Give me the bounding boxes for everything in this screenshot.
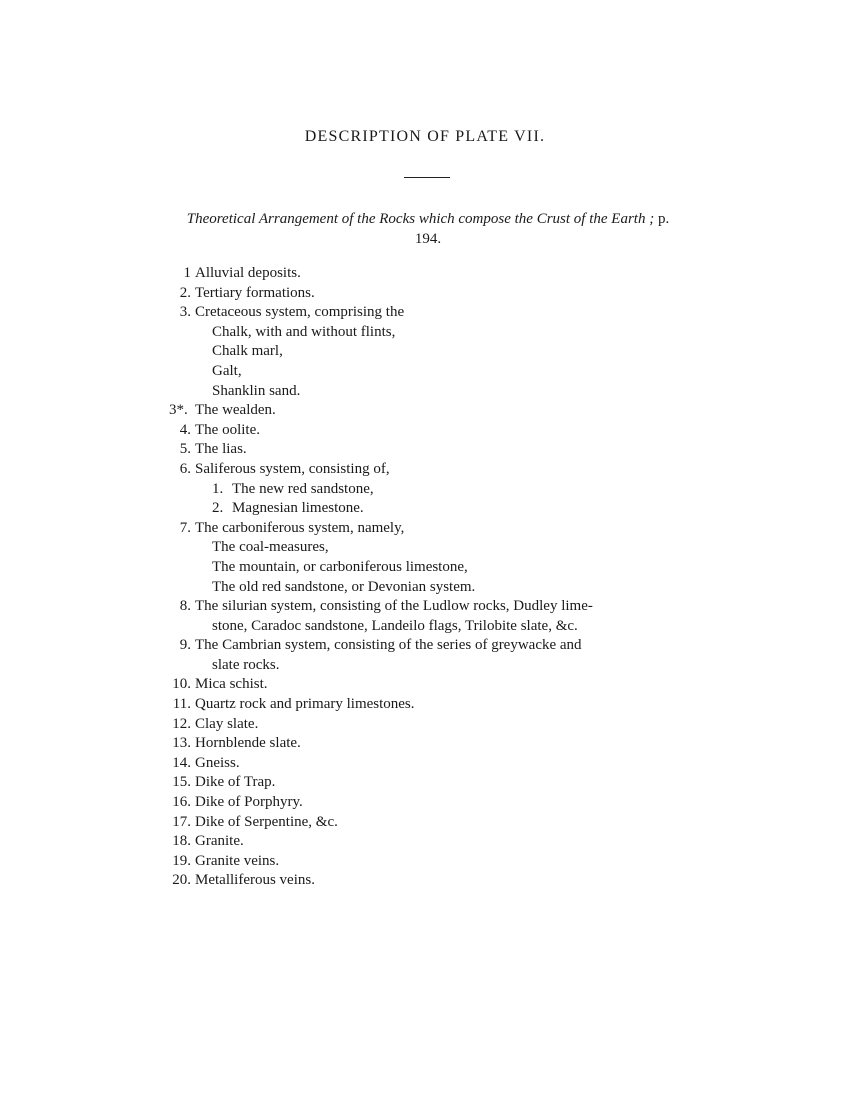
item-text: Quartz rock and primary limestones.	[195, 696, 415, 713]
item-number: 4.	[179, 421, 191, 438]
item-text: Alluvial deposits.	[195, 265, 301, 281]
item-text: Dike of Serpentine, &c.	[195, 813, 338, 830]
list-item	[0, 793, 850, 813]
item-text: The lias.	[195, 441, 247, 458]
subitem-text: Magnesian limestone.	[232, 500, 364, 517]
item-number: 19.	[172, 852, 191, 869]
list-item	[0, 715, 850, 735]
list-item	[0, 440, 850, 460]
item-text: The Cambrian system, consisting of the series of greywacke and	[195, 637, 582, 654]
subitem	[212, 480, 850, 500]
item-text-continuation: slate rocks.	[212, 656, 280, 673]
list-item	[0, 695, 850, 715]
item-text: The wealden.	[195, 402, 276, 419]
list-item	[0, 421, 850, 441]
title-divider	[404, 177, 450, 178]
subitem	[212, 499, 850, 519]
item-number: 5.	[179, 441, 191, 458]
item-number: 3.	[179, 304, 191, 321]
item-number: 12.	[172, 715, 191, 732]
list-subitem	[0, 362, 850, 382]
list-item	[0, 264, 850, 284]
list-item	[0, 773, 850, 793]
item-text: Cretaceous system, comprising the	[195, 304, 405, 321]
list-subitem	[0, 558, 850, 578]
item-number: 14.	[172, 754, 191, 771]
item-text: Dike of Porphyry.	[195, 794, 303, 811]
subitem-text: Shanklin sand.	[212, 382, 301, 399]
item-number: 13.	[172, 735, 191, 752]
list-item	[0, 636, 850, 675]
item-number: 3*.	[169, 402, 188, 419]
subitem-text: Galt,	[212, 362, 242, 379]
item-number: 20.	[172, 872, 191, 889]
list-item	[0, 460, 850, 480]
subitem-text: The old red sandstone, or Devonian system.	[212, 578, 476, 595]
subtitle-page-ref: p. 194.	[414, 211, 670, 247]
item-number: 1	[183, 265, 191, 281]
list-subitem	[0, 538, 850, 558]
item-text: The silurian system, consisting of the Ludlow rocks, Dudley lime-	[195, 598, 593, 615]
item-text: Clay slate.	[195, 715, 259, 732]
list-item	[0, 852, 850, 872]
item-number: 17.	[172, 813, 191, 830]
item-text: Tertiary formations.	[195, 284, 315, 301]
item-text: Granite.	[195, 833, 244, 850]
subitem-text: The mountain, or carboniferous limestone,	[212, 558, 468, 575]
item-number: 16.	[172, 794, 191, 811]
subtitle	[176, 209, 680, 249]
subitem-text: Chalk marl,	[212, 343, 283, 360]
item-number: 18.	[172, 833, 191, 850]
list-item	[0, 871, 850, 891]
list-subitem	[0, 480, 850, 500]
list-item	[0, 597, 850, 636]
list-subitem	[0, 382, 850, 402]
item-text: Dike of Trap.	[195, 774, 276, 791]
list-item	[0, 519, 850, 539]
list-item	[0, 813, 850, 833]
list-item	[0, 832, 850, 852]
item-number: 10.	[172, 676, 191, 693]
item-text: Mica schist.	[195, 676, 268, 693]
list-subitem	[0, 499, 850, 519]
list-item	[0, 303, 850, 323]
list-item	[0, 284, 850, 304]
item-text: Hornblende slate.	[195, 735, 301, 752]
rock-list	[0, 264, 850, 891]
subitem-text: The coal-measures,	[212, 539, 329, 556]
item-number: 15.	[172, 774, 191, 791]
item-number: 9.	[179, 637, 191, 654]
item-number: 7.	[179, 519, 191, 536]
item-number: 8.	[179, 598, 191, 615]
item-text: Granite veins.	[195, 852, 280, 869]
list-subitem	[0, 323, 850, 343]
item-text-continuation: stone, Caradoc sandstone, Landeilo flags, Trilobite slate, &c.	[212, 617, 578, 634]
list-subitem	[0, 342, 850, 362]
list-item	[0, 734, 850, 754]
subitem-text: Chalk, with and without flints,	[212, 323, 396, 340]
item-number: 11.	[172, 696, 191, 713]
item-number: 6.	[179, 460, 191, 477]
page-title: DESCRIPTION OF PLATE VII.	[304, 128, 546, 145]
item-text: The carboniferous system, namely,	[195, 519, 405, 536]
list-item	[0, 754, 850, 774]
item-text: Saliferous system, consisting of,	[195, 460, 390, 477]
list-item	[0, 675, 850, 695]
subitem-text: The new red sandstone,	[232, 480, 374, 497]
list-item	[0, 401, 850, 421]
subtitle-italic: Theoretical Arrangement of the Rocks which compose the Crust of the Earth ;	[186, 211, 655, 227]
item-number: 2.	[179, 284, 191, 301]
item-text: Metalliferous veins.	[195, 872, 315, 889]
item-text: Gneiss.	[195, 754, 240, 771]
subitem-number: 1.	[212, 480, 224, 497]
list-subitem	[0, 578, 850, 598]
item-text: The oolite.	[195, 421, 260, 438]
subitem-number: 2.	[212, 500, 224, 517]
